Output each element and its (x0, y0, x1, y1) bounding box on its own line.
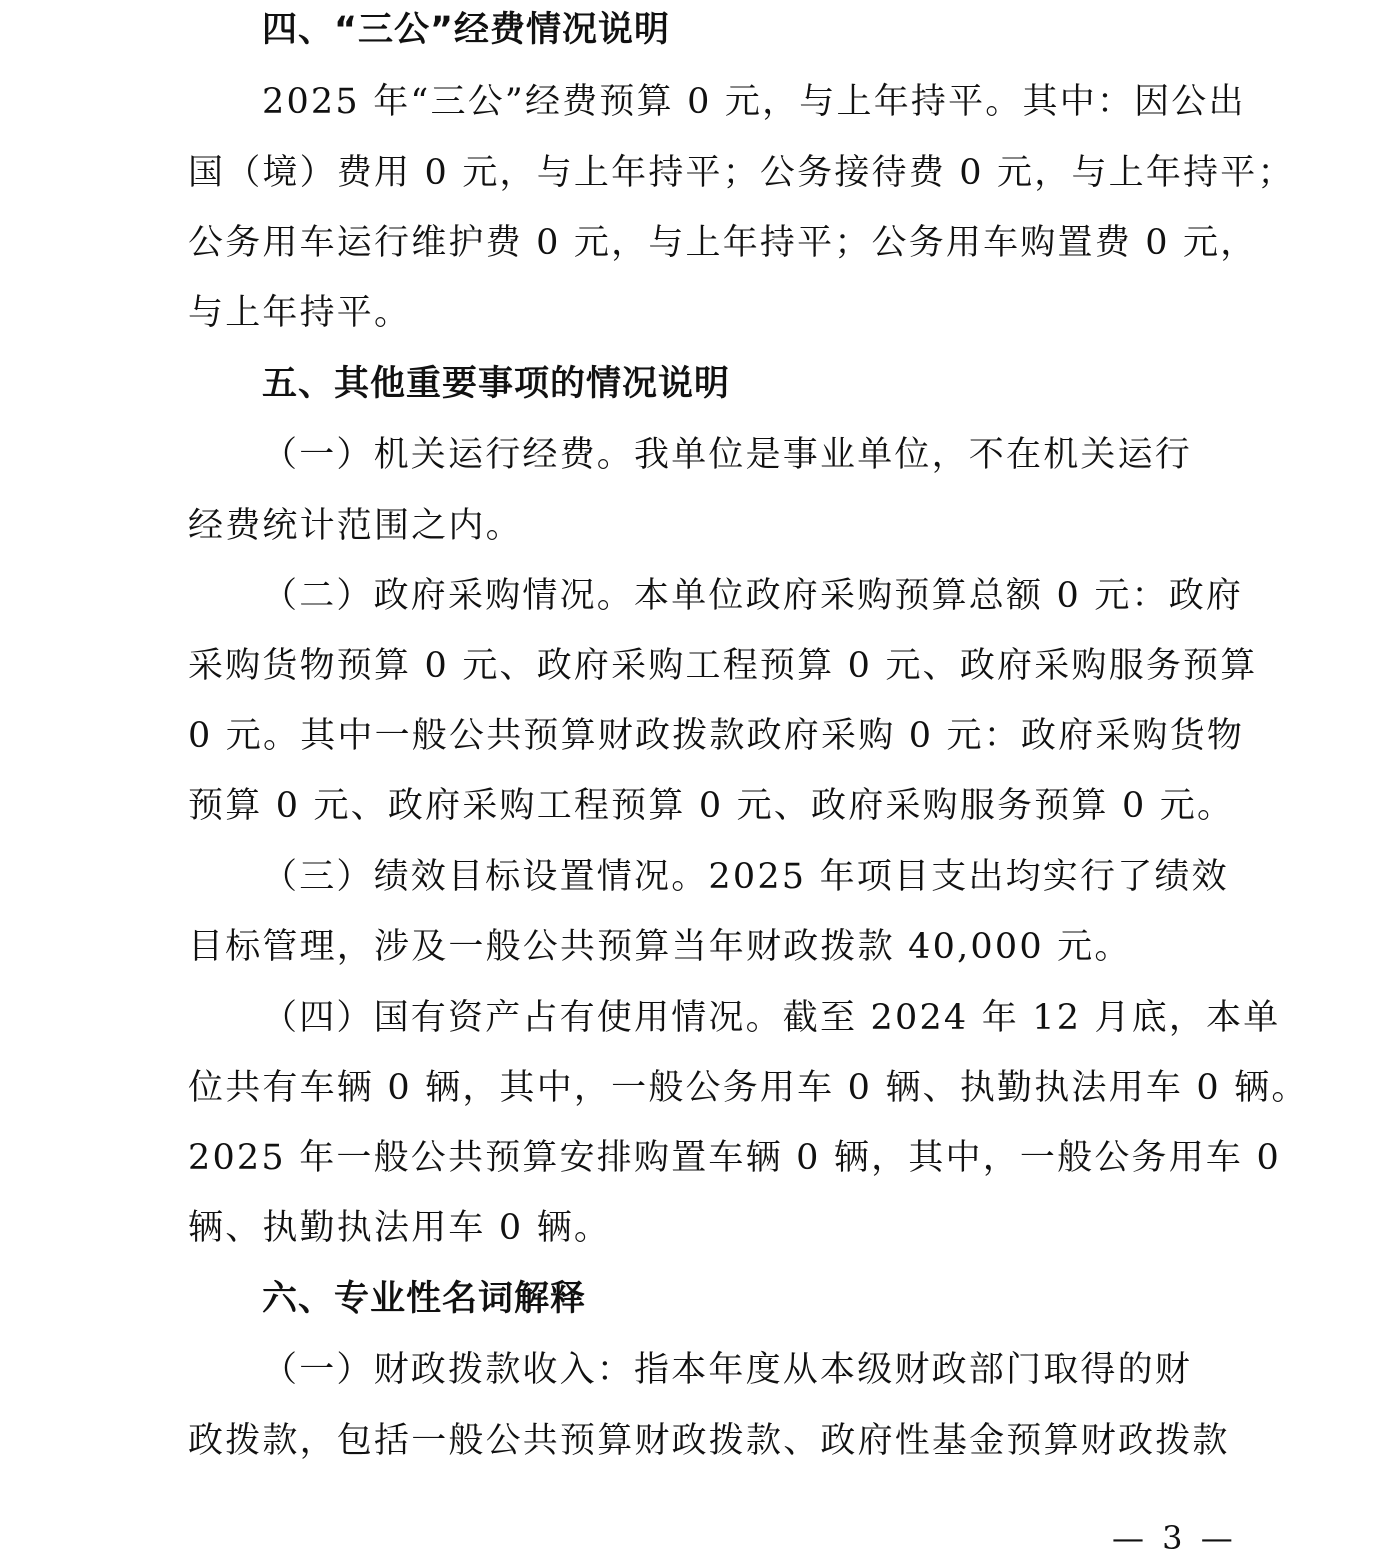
paragraph-line: 经费统计范围之内。 (188, 506, 523, 546)
page-number: — 3 — (1112, 1519, 1237, 1557)
paragraph-line: 公务用车运行维护费 0 元，与上年持平；公务用车购置费 0 元， (188, 223, 1258, 263)
section-heading-terms: 六、专业性名词解释 (262, 1279, 587, 1319)
paragraph-line: 目标管理，涉及一般公共预算当年财政拨款 40,000 元。 (188, 927, 1132, 967)
section-heading-three-public-expenses: 四、“三公”经费情况说明 (262, 10, 671, 50)
paragraph-line: （三）绩效目标设置情况。2025 年项目支出均实行了绩效 (262, 857, 1229, 897)
paragraph-line: 位共有车辆 0 辆，其中，一般公务用车 0 辆、执勤执法用车 0 辆。 (188, 1068, 1309, 1108)
paragraph-line: 预算 0 元、政府采购工程预算 0 元、政府采购服务预算 0 元。 (188, 786, 1235, 826)
paragraph-line: （一）机关运行经费。我单位是事业单位，不在机关运行 (262, 435, 1193, 475)
paragraph-line: 采购货物预算 0 元、政府采购工程预算 0 元、政府采购服务预算 (188, 646, 1258, 686)
paragraph-line: 0 元。其中一般公共预算财政拨款政府采购 0 元：政府采购货物 (188, 716, 1245, 756)
paragraph-line: （二）政府采购情况。本单位政府采购预算总额 0 元：政府 (262, 576, 1244, 616)
paragraph-line: 政拨款，包括一般公共预算财政拨款、政府性基金预算财政拨款 (188, 1421, 1230, 1461)
paragraph-line: 2025 年“三公”经费预算 0 元，与上年持平。其中：因公出 (262, 82, 1246, 122)
paragraph-line: 2025 年一般公共预算安排购置车辆 0 辆，其中，一般公务用车 0 (188, 1138, 1281, 1178)
paragraph-line: 国（境）费用 0 元，与上年持平；公务接待费 0 元，与上年持平； (188, 153, 1295, 193)
paragraph-line: （一）财政拨款收入：指本年度从本级财政部门取得的财 (262, 1350, 1193, 1390)
section-heading-other-matters: 五、其他重要事项的情况说明 (262, 364, 731, 404)
paragraph-line: 辆、执勤执法用车 0 辆。 (188, 1208, 612, 1248)
paragraph-line: 与上年持平。 (188, 293, 412, 333)
paragraph-line: （四）国有资产占有使用情况。截至 2024 年 12 月底，本单 (262, 998, 1281, 1038)
